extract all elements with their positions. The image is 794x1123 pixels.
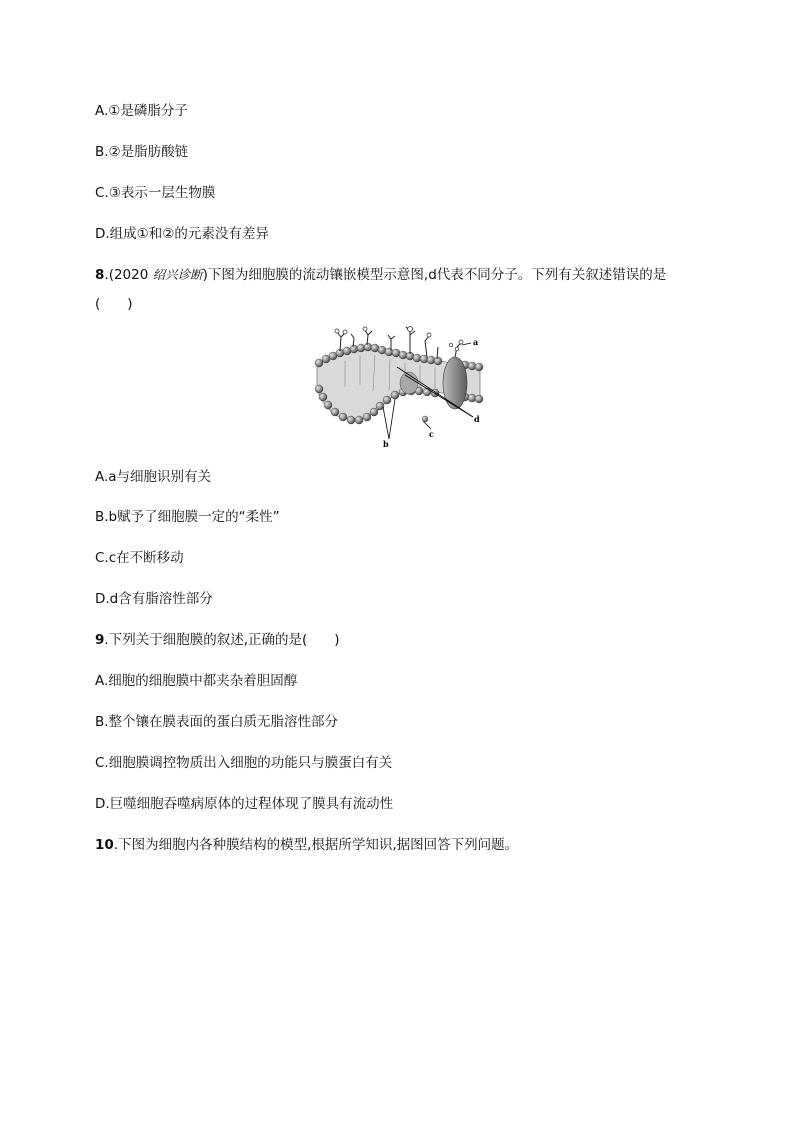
q8-stem-text: )下图为细胞膜的流动镶嵌模型示意图,d代表不同分子。下列有关叙述错误的是 [202,267,667,283]
q10-number: 10 [95,837,114,853]
q9-option-d: D.巨噬细胞吞噬病原体的过程体现了膜具有流动性 [95,796,394,812]
q8-option-a: A.a与细胞识别有关 [95,469,212,485]
q8-source: 绍兴诊断 [152,267,203,282]
membrane-figure [305,325,500,453]
q9-option-a: A.细胞的细胞膜中都夹杂着胆固醇 [95,673,298,689]
q10-stem [95,836,518,854]
prev-option-a: A.①是磷脂分子 [95,103,188,119]
q8-option-b: B.b赋予了细胞膜一定的“柔性” [95,509,280,525]
q10-stem-text: .下图为细胞内各种膜结构的模型,根据所学知识,据图回答下列问题。 [113,837,519,853]
q8-option-d: D.d含有脂溶性部分 [95,591,213,607]
figure-label-a: a [473,337,479,347]
q9-option-c: C.细胞膜调控物质出入细胞的功能只与膜蛋白有关 [95,755,393,771]
q9-stem [95,631,340,649]
figure-label-b: b [383,439,389,449]
q9-stem-text: .下列关于细胞膜的叙述,正确的是( ) [104,632,340,648]
q8-stem [95,266,666,284]
figure-label-c: c [429,429,434,439]
peripheral-protein [422,416,428,422]
prev-option-d: D.组成①和②的元素没有差异 [95,226,269,242]
q8-paren-open: .(2020 [104,267,153,283]
figure-label-d: d [474,414,480,424]
q8-number: 8 [95,267,105,283]
q9-number: 9 [95,632,105,648]
prev-option-b: B.②是脂肪酸链 [95,144,189,160]
q8-answer-blank: ( ) [95,296,133,312]
q9-option-b: B.整个镶在膜表面的蛋白质无脂溶性部分 [95,714,339,730]
prev-option-c: C.③表示一层生物膜 [95,185,216,201]
q8-option-c: C.c在不断移动 [95,550,184,566]
transmembrane-protein [443,357,467,409]
